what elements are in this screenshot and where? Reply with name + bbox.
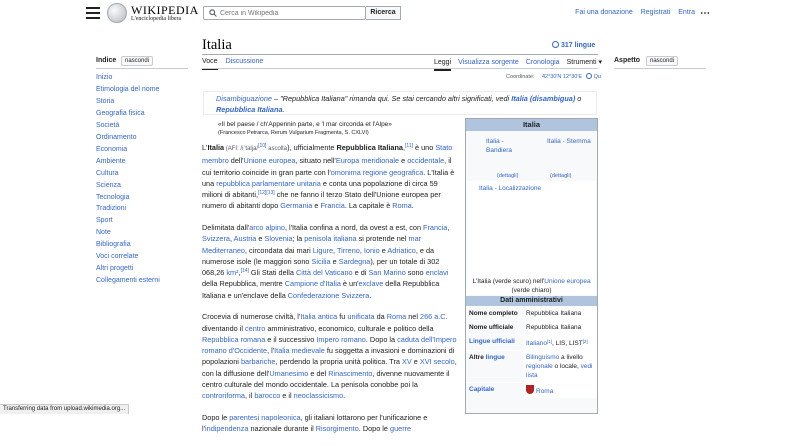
location-map-link[interactable]: Italia - Localizzazione [479, 185, 542, 192]
article-link[interactable]: exclave [358, 279, 384, 289]
toc-item-inizio[interactable]: Inizio [96, 74, 113, 81]
language-count: 317 lingue [561, 42, 596, 49]
toc-item-ordinamento[interactable]: Ordinamento [96, 133, 137, 141]
vedi-lista-link[interactable]: vedi lista [526, 363, 593, 379]
view-tabs [434, 58, 609, 71]
toc-item-voci-correlate[interactable]: Voci correlate [96, 253, 139, 261]
toc-item-scienza[interactable]: Scienza [96, 181, 121, 189]
infobox-title: Italia [466, 119, 597, 131]
tabs-divider [202, 68, 598, 69]
toc-item-sport[interactable]: Sport [96, 217, 113, 225]
capitale-link[interactable]: Capitale [469, 386, 495, 393]
caption-text: L'Italia (verde scuro) nell' [472, 278, 545, 285]
title-divider [202, 54, 598, 55]
search-box[interactable] [203, 6, 366, 20]
article-link[interactable]: Repubblica romana [202, 334, 266, 344]
infobox-row [466, 334, 597, 350]
ref-1[interactable]: [1] [546, 339, 552, 344]
toc-divider [96, 68, 188, 69]
coat-details-link[interactable]: (dettagli) [550, 173, 572, 179]
infobox [465, 118, 598, 414]
pronunciation: (AFI: /iˈtalja/ [224, 146, 259, 152]
article-link[interactable]: Città del Vaticano [295, 268, 353, 277]
article-link[interactable]: Adriatico [387, 245, 416, 255]
lingue-link[interactable]: lingue [485, 354, 505, 361]
coordinates-link[interactable]: 42°30′N 12°30′E [541, 74, 583, 80]
quote-source: (Francesco Petrarca, Rerum Vulgarium Fragmenta, S. CXLVI) [218, 130, 369, 136]
toc-item-note[interactable]: Note [96, 229, 111, 237]
row-key-text: Altre [469, 354, 486, 361]
toc-item-economia[interactable]: Economia [96, 145, 128, 153]
infobox-row [466, 320, 597, 334]
row-value [524, 351, 597, 382]
globe-icon[interactable] [586, 73, 592, 79]
article-link[interactable]: parentesi napoleonica [229, 412, 301, 422]
logo-wordmark[interactable]: WIKIPEDIA [131, 3, 199, 17]
infobox-row [466, 350, 597, 382]
article-link[interactable]: omonima regione [330, 167, 388, 177]
paragraph-1: L'Italia (AFI: /iˈtalja/[10] ascolta), ufficialmente Repubblica Italiana,[11] è uno Stato membro dell'Unione europea, situato nell'Europa meridionale e occidentale, il cui territorio coincide in gran parte con l'omonima regione geografica. L'Italia è una repubblica parlamentare unitaria e conta una popolazione di circa 59 milioni di abitanti,[12][13] che ne fanno il terzo Stato dell'Unione europea per numero di abitanti dopo Germania e Francia. La capitale è Roma. [202, 143, 455, 211]
article-link[interactable]: barbariche [240, 357, 276, 367]
row-value [524, 383, 597, 398]
coat-of-arms-image-link[interactable]: Italia - Stemma [547, 138, 591, 145]
article-link[interactable]: San Marino [368, 268, 406, 277]
language-button[interactable] [552, 41, 595, 49]
search-input[interactable] [220, 8, 364, 18]
article-link[interactable]: Francia [423, 223, 448, 232]
article-link[interactable]: caduta dell'Impero romano d'Occidente [202, 334, 457, 355]
paragraph-3: Crocevia di numerose civiltà, l'Italia antica fu unificata da Roma nel 266 a.C. diventando il centro amministrativo, economico, culturale e politico della Repubblica romana e il successivo Impero romano. Dopo la caduta dell'Impero romano d'Occidente, l'Italia medievale fu soggetta a invasioni e dominazioni di popolazioni barbariche, perdendo la propria unità politica. Tra XV e XVI secolo, con la diffusione dell'Umanesimo e del Rinascimento, divenne nuovamente il centro culturale del mondo occidentale. La penisola conobbe poi la controriforma, il barocco e il neoclassicismo. [202, 312, 457, 400]
paragraph-4: Dopo le parentesi napoleonica, gli italiani lottarono per l'unificazione e l'indipendenza nazionale durante il Risorgimento. Dopo le guerre [202, 412, 428, 433]
tab-strumenti-label: Strumenti [566, 59, 597, 66]
pronunciation: ascolta [266, 146, 288, 152]
toc-item-geografia[interactable]: Geografia fisica [96, 109, 145, 117]
article-link[interactable]: Sicilia [311, 256, 331, 266]
italiano-link[interactable]: Italiano [526, 340, 547, 347]
hatnote-end: . [282, 105, 285, 114]
article-link[interactable]: geografica [389, 167, 424, 177]
reference-link[interactable]: [10] [258, 143, 267, 149]
article-link[interactable]: Rinascimento [328, 368, 373, 378]
article-link[interactable]: controriforma [202, 391, 245, 400]
ref-2[interactable]: [2] [582, 339, 588, 344]
bold-term: Italia [207, 143, 225, 152]
reference-link[interactable]: [14] [240, 268, 249, 274]
row-key-link[interactable] [466, 383, 524, 398]
row-key-link[interactable] [466, 335, 524, 350]
reference-link[interactable]: [12][13] [257, 190, 275, 196]
row-value: Repubblica Italiana [524, 321, 597, 334]
toc-item-ambiente[interactable]: Ambiente [96, 157, 126, 165]
roma-link[interactable]: Roma [536, 388, 554, 395]
toc-item-etimologia[interactable]: Etimologia del nome [96, 85, 160, 93]
chevron-down-icon: ▾ [598, 59, 603, 66]
infobox-row [466, 306, 597, 320]
toc-item-tradizioni[interactable]: Tradizioni [96, 205, 127, 213]
logo-tagline: L'enciclopedia libera [131, 16, 182, 22]
toc-item-collegamenti[interactable]: Collegamenti esterni [96, 277, 160, 285]
article-link[interactable]: Slovenia [264, 234, 293, 244]
toc-item-storia[interactable]: Storia [96, 97, 115, 105]
article-link[interactable]: Umanesimo [269, 368, 309, 378]
article-link[interactable]: Svizzera [202, 234, 230, 244]
article-link[interactable]: centro [245, 323, 266, 333]
article-link[interactable]: Risorgimento [315, 424, 359, 433]
map-caption [467, 275, 596, 295]
article-link[interactable]: Italia antica [300, 312, 338, 322]
tab-cronologia[interactable]: Cronologia [525, 59, 560, 66]
row-value [524, 335, 597, 350]
article-link[interactable]: XV [402, 357, 412, 367]
article-link[interactable]: indipendenza [205, 424, 249, 433]
regionale-link[interactable]: regionale [526, 363, 553, 370]
flag-image-link[interactable]: Italia - Bandiera [486, 138, 513, 154]
value-text: a livello [559, 354, 583, 361]
hatnote-disambiguation-link[interactable]: Disambiguazione [216, 94, 272, 103]
toc-item-tecnologia[interactable]: Tecnologia [96, 193, 130, 201]
hatnote-text: – "Repubblica Italiana" rimanda qui. Se stai cercando altri significati, vedi [271, 94, 512, 103]
toc-item-altri-progetti[interactable]: Altri progetti [96, 265, 134, 273]
article-link[interactable]: enclavi [425, 268, 449, 277]
article-link[interactable]: 266 a.C. [420, 312, 448, 322]
hatnote-link-disambigua[interactable]: Italia (disambigua) [511, 94, 576, 103]
quote-text: «Il bel paese / ch'Appennin parte, e 'l mar circonda et l'Alpe» [218, 121, 392, 128]
article-link[interactable]: Impero romano [316, 334, 366, 344]
article-link[interactable]: Campione d'Italia [284, 279, 341, 289]
article-link[interactable]: Europa meridionale [335, 156, 400, 166]
article-link[interactable]: neoclassicismo [293, 391, 344, 400]
article-link[interactable]: Stato membro [202, 143, 453, 166]
article-link[interactable]: Confederazione Svizzera [287, 290, 370, 300]
login-link[interactable]: Entra [678, 9, 695, 16]
toc-item-societa[interactable]: Società [96, 121, 120, 129]
article-body [202, 142, 460, 445]
caption-eu-link[interactable]: Unione europea [544, 278, 591, 285]
coordinates-label: Coordinate: [506, 74, 535, 80]
article-link[interactable]: Sardegna [338, 256, 371, 266]
row-key [466, 351, 524, 382]
infobox-images [466, 131, 597, 181]
article-link[interactable]: km² [226, 268, 239, 277]
article-link[interactable]: XVI secolo [419, 357, 455, 367]
article-link[interactable]: Roma [386, 312, 407, 322]
flag-details-link[interactable]: (dettagli) [497, 173, 519, 179]
other-langs: , LIS, LIST [551, 340, 583, 347]
row-key: Nome ufficiale [469, 324, 514, 331]
more-options-icon[interactable]: ⋯ [700, 8, 710, 19]
article-link[interactable]: Italia medievale [274, 346, 325, 355]
register-link[interactable]: Registrati [640, 9, 671, 16]
appearance-divider [614, 68, 706, 69]
main-menu-icon[interactable] [86, 7, 100, 19]
donate-link[interactable]: Fai una donazione [575, 9, 633, 16]
lingue-ufficiali-link[interactable]: Lingue ufficiali [469, 338, 515, 345]
article-link[interactable]: Roma [392, 201, 412, 211]
article-link[interactable]: Unione europea [243, 156, 296, 166]
hatnote-text-or: o [575, 94, 582, 103]
article-link[interactable]: Ligure [312, 245, 334, 255]
article-link[interactable]: Ionio [363, 245, 380, 255]
toc-list [96, 72, 160, 287]
map-link[interactable]: Qu [593, 74, 601, 80]
infobox-section-header: Dati amministrativi [466, 296, 597, 306]
user-links [569, 9, 695, 16]
article-link[interactable]: Germania [280, 201, 313, 211]
search-button[interactable]: Ricerca [366, 6, 401, 20]
row-key: Nome completo [469, 310, 518, 317]
article-link[interactable]: occidentale [407, 156, 445, 166]
search-icon [209, 9, 217, 17]
caption-text-end: (verde chiaro) [511, 287, 552, 294]
page-title: Italia [202, 37, 232, 53]
location-map [467, 181, 596, 275]
hatnote-link-repubblica[interactable]: Repubblica Italiana [216, 105, 283, 114]
article-link[interactable]: unificata [347, 312, 375, 322]
appearance-heading: Aspetto [614, 57, 641, 64]
tab-visualizza-sorgente[interactable]: Visualizza sorgente [458, 59, 519, 66]
bilinguismo-link[interactable]: Bilinguismo [526, 354, 560, 361]
row-value: Repubblica Italiana [524, 307, 597, 320]
tab-voce[interactable]: Voce [202, 58, 218, 70]
rome-coat-of-arms-icon [526, 385, 534, 394]
disambiguation-hatnote [203, 91, 597, 115]
article-link[interactable]: Austria [233, 234, 257, 244]
site-header [0, 0, 800, 28]
browser-status-bar: Transferring data from upload.wikimedia.org... [0, 404, 129, 414]
article-link[interactable]: barocco [254, 391, 281, 400]
article-link[interactable]: repubblica parlamentare unitaria [216, 178, 321, 188]
toc-item-cultura[interactable]: Cultura [96, 169, 119, 177]
article-link[interactable]: guerre [390, 424, 412, 433]
coordinates [506, 73, 601, 80]
value-text: o locale, [552, 363, 581, 370]
article-link[interactable]: Francia [320, 201, 345, 211]
toc-item-bibliografia[interactable]: Bibliografia [96, 241, 131, 249]
wikipedia-globe-icon[interactable] [107, 3, 127, 23]
toc-hide-button[interactable]: nascondi [121, 56, 153, 66]
article-link[interactable]: penisola italiana [304, 234, 357, 244]
epigraph-quote [218, 120, 392, 138]
infobox-row [466, 382, 597, 398]
article-link[interactable]: Tirreno [336, 245, 360, 255]
article-link[interactable]: arco alpino [249, 223, 285, 232]
tab-discussione[interactable]: Discussione [225, 58, 264, 65]
bold-term: Repubblica Italiana [336, 143, 403, 152]
article-link[interactable]: mar Mediterraneo [202, 234, 422, 255]
paragraph-2: Delimitata dall'arco alpino, l'Italia confina a nord, da ovest a est, con Francia, Svizzera, Austria e Slovenia; la penisola italiana si protende nel mar Mediterraneo, circondata dai mari Ligure, Tirreno, Ionio e Adriatico, e da numerose isole (le maggiori sono Sicilia e Sardegna), per un totale di 302 068,26 km²,[14] Gli Stati della Città del Vaticano e di San Marino sono enclavi della Repubblica, mentre Campione d'Italia è un'exclave della Repubblica Italiana e un'enclave della Confederazione Svizzera. [202, 223, 450, 300]
toc-heading: Indice [96, 57, 117, 64]
appearance-hide-button[interactable]: nascondi [646, 56, 678, 66]
reference-link[interactable]: [11] [405, 143, 413, 149]
language-icon [552, 41, 559, 48]
tab-leggi[interactable]: Leggi [434, 59, 451, 71]
